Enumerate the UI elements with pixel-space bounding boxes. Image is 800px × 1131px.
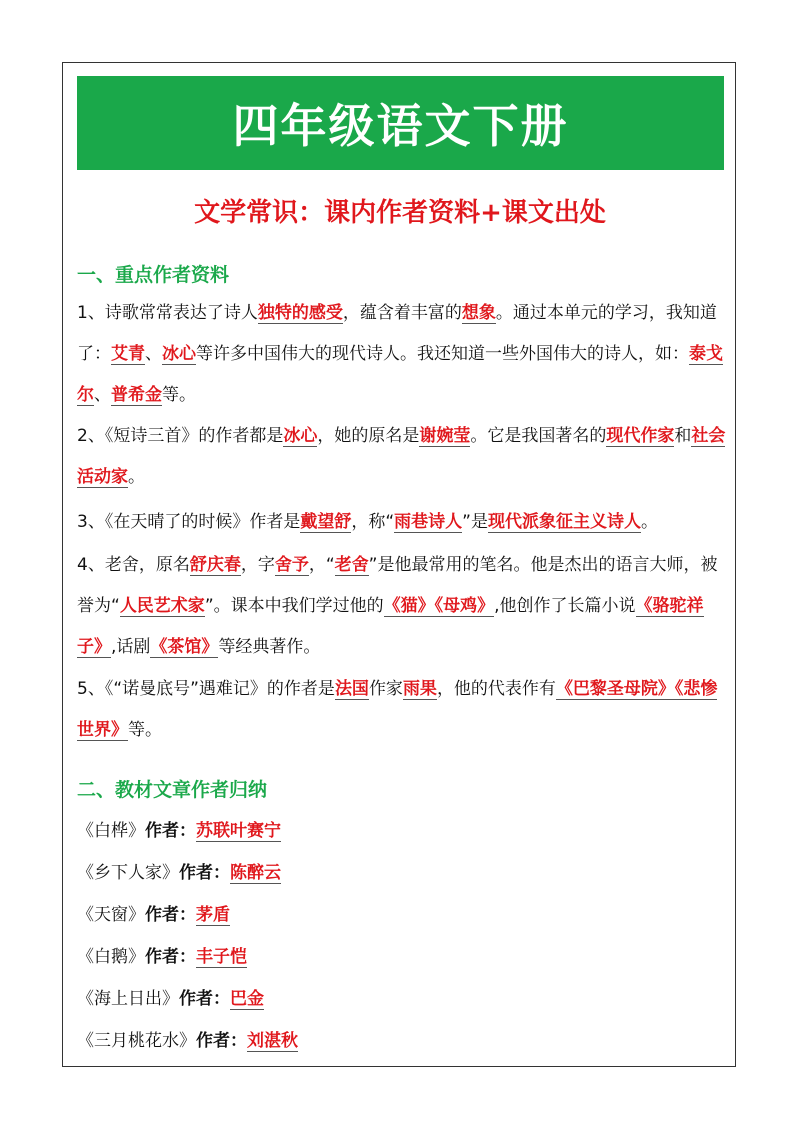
work-title: 《天窗》 — [77, 905, 145, 925]
body-text: 和 — [674, 426, 692, 446]
author-name: 丰子恺 — [196, 947, 247, 967]
author-name: 巴金 — [230, 989, 264, 1009]
highlighted-term: 谢婉莹 — [419, 426, 471, 446]
work-item — [77, 942, 247, 967]
body-text: ,话剧 — [111, 637, 151, 657]
highlighted-term: 想象 — [461, 303, 496, 323]
highlighted-term: 《茶馆》 — [150, 637, 219, 657]
highlighted-term: 雨巷诗人 — [394, 512, 463, 532]
highlighted-term: 泰戈尔 — [77, 344, 723, 405]
body-text: 、 — [94, 385, 111, 405]
body-text: 、 — [145, 344, 162, 364]
body-text: 。通过本单元的学习，我知道了： — [77, 303, 717, 364]
work-title: 《三月桃花水》 — [77, 1031, 196, 1051]
author-label: 作者： — [145, 905, 196, 925]
highlighted-term: 法国 — [334, 679, 369, 699]
author-name: 刘湛秋 — [247, 1031, 298, 1051]
highlighted-term: 戴望舒 — [300, 512, 352, 532]
work-title: 《乡下人家》 — [77, 863, 179, 883]
section-heading-authors: 一、重点作者资料 — [77, 264, 230, 286]
body-text: 。它是我国著名的 — [470, 426, 607, 446]
body-text: 作家 — [368, 679, 403, 699]
title-banner — [77, 76, 724, 170]
body-text: ，他的代表作有 — [436, 679, 556, 699]
body-text: ”是 — [462, 512, 488, 532]
body-text: ，称“ — [351, 512, 395, 532]
work-item — [77, 1026, 298, 1051]
body-text: 等经典著作。 — [218, 637, 321, 657]
highlighted-term: 《骆驼祥子》 — [77, 596, 704, 657]
highlighted-term: 雨果 — [402, 679, 437, 699]
body-text: 3、《在天晴了的时候》作者是 — [77, 512, 301, 532]
page-subtitle: 文学常识：课内作者资料+课文出处 — [194, 198, 606, 228]
body-text: 。 — [640, 512, 658, 532]
paragraph-1 — [77, 293, 727, 416]
paragraph-4 — [77, 545, 727, 668]
work-item — [77, 816, 281, 841]
body-text: 。 — [128, 467, 145, 487]
paragraph-5 — [77, 669, 727, 751]
author-label: 作者： — [179, 863, 230, 883]
highlighted-term: 普希金 — [111, 385, 162, 405]
highlighted-term: 《巴黎圣母院》《悲惨世界》 — [77, 679, 718, 740]
body-text: 1、诗歌常常表达了诗人 — [77, 303, 258, 323]
author-label: 作者： — [196, 1031, 247, 1051]
paragraph-2 — [77, 416, 727, 498]
work-item — [77, 984, 264, 1009]
author-label: 作者： — [145, 821, 196, 841]
author-name: 苏联叶赛宁 — [196, 821, 281, 841]
work-title: 《白桦》 — [77, 821, 145, 841]
highlighted-term: 艾青 — [111, 344, 145, 364]
highlighted-term: 现代作家 — [606, 426, 675, 446]
highlighted-term: 舒庆春 — [189, 555, 241, 575]
work-title: 《白鹅》 — [77, 947, 145, 967]
body-text: ”是他最常用的笔名。他是杰出的语言大师，被誉为“ — [77, 555, 718, 616]
highlighted-term: 社会活动家 — [77, 426, 726, 487]
body-text: ,他创作了长篇小说 — [494, 596, 636, 616]
body-text: 5、《“诺曼底号”遇难记》的作者是 — [77, 679, 335, 699]
highlighted-term: 独特的感受 — [257, 303, 343, 323]
work-item — [77, 900, 230, 925]
body-text: 2、《短诗三首》的作者都是 — [77, 426, 284, 446]
page-title: 四年级语文下册 — [232, 99, 569, 153]
body-text: ，她的原名是 — [317, 426, 420, 446]
body-text: 等。 — [128, 720, 162, 740]
author-label: 作者： — [179, 989, 230, 1009]
highlighted-term: 《猫》《母鸡》 — [383, 596, 495, 616]
highlighted-term: 老舍 — [334, 555, 369, 575]
highlighted-term: 冰心 — [162, 344, 196, 364]
paragraph-3 — [77, 502, 727, 543]
body-text: ，字 — [240, 555, 275, 575]
work-item — [77, 858, 281, 883]
work-title: 《海上日出》 — [77, 989, 179, 1009]
section-heading-works: 二、教材文章作者归纳 — [77, 779, 268, 801]
body-text: ，“ — [308, 555, 335, 575]
body-text: 等。 — [162, 385, 196, 405]
author-name: 茅盾 — [196, 905, 230, 925]
body-text: 等许多中国伟大的现代诗人。我还知道一些外国伟大的诗人，如： — [196, 344, 689, 364]
highlighted-term: 人民艺术家 — [119, 596, 205, 616]
body-text: ”。课本中我们学过他的 — [204, 596, 384, 616]
highlighted-term: 冰心 — [283, 426, 318, 446]
author-name: 陈醉云 — [230, 863, 281, 883]
body-text: 4、老舍，原名 — [77, 555, 190, 575]
author-label: 作者： — [145, 947, 196, 967]
body-text: ，蕴含着丰富的 — [342, 303, 462, 323]
highlighted-term: 现代派象征主义诗人 — [487, 512, 641, 532]
highlighted-term: 舍予 — [274, 555, 309, 575]
